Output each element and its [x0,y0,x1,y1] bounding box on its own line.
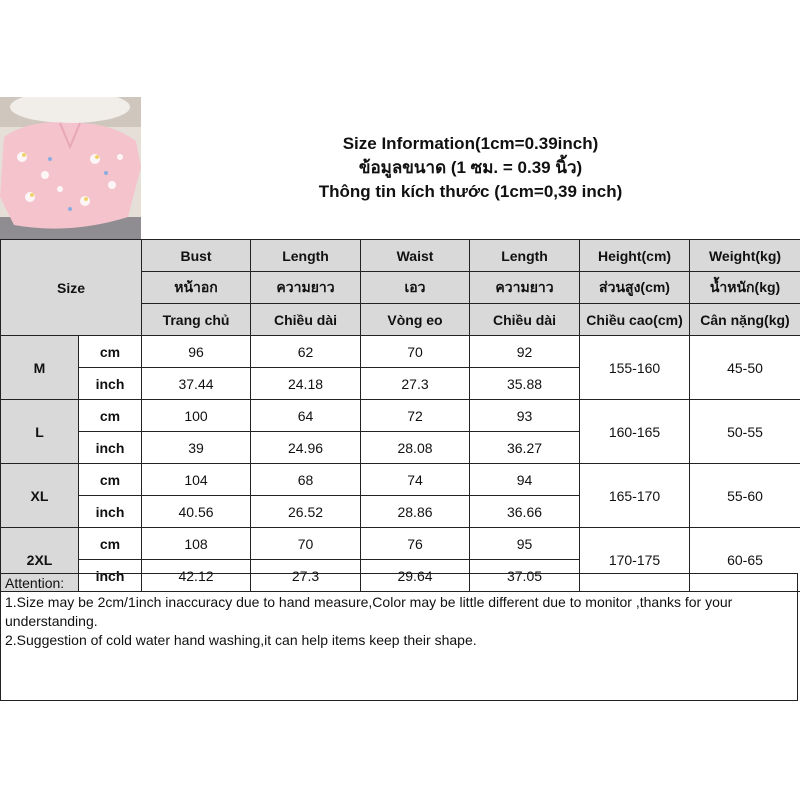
bust-inch: 40.56 [142,496,251,528]
height-range: 155-160 [580,336,690,400]
unit-cm: cm [79,464,142,496]
unit-cm: cm [79,336,142,368]
length-2-cm: 95 [470,528,580,560]
bust-inch: 42.12 [142,560,251,592]
weight-range: 60-65 [690,528,800,592]
size-name-2xl: 2XL [1,528,79,592]
length-2-inch: 36.66 [470,496,580,528]
bust-cm: 108 [142,528,251,560]
header-length-2-vi: Chiều dài [470,304,580,336]
attention-note-2: 2.Suggestion of cold water hand washing,it can help items keep their shape. [5,632,477,648]
header-weight-vi: Cân nặng(kg) [690,304,800,336]
length-2-cm: 93 [470,400,580,432]
header-waist-vi: Vòng eo [361,304,470,336]
length-cm: 68 [251,464,361,496]
size-name-l: L [1,400,79,464]
waist-inch: 28.08 [361,432,470,464]
waist-inch: 28.86 [361,496,470,528]
bust-cm: 104 [142,464,251,496]
size-header: Size [1,240,142,336]
size-chart-table [0,239,800,592]
header-row-english [1,240,800,272]
length-cm: 64 [251,400,361,432]
height-range: 160-165 [580,400,690,464]
bust-cm: 96 [142,336,251,368]
length-2-inch: 36.27 [470,432,580,464]
header-bust-vi: Trang chủ [142,304,251,336]
header-height-thai: ส่วนสูง(cm) [580,272,690,304]
attention-note-1: 1.Size may be 2cm/1inch inaccuracy due to hand measure,Color may be little different due to monitor ,thanks for your understanding. [5,594,733,629]
size-name-m: M [1,336,79,400]
length-inch: 24.18 [251,368,361,400]
header-length: Length [251,240,361,272]
weight-range: 45-50 [690,336,800,400]
waist-inch: 29.64 [361,560,470,592]
length-cm: 70 [251,528,361,560]
unit-inch: inch [79,432,142,464]
length-inch: 24.96 [251,432,361,464]
attention-heading: Attention: [5,575,65,591]
waist-cm: 72 [361,400,470,432]
title-english: Size Information(1cm=0.39inch) [342,134,599,153]
unit-cm: cm [79,528,142,560]
length-2-inch: 35.88 [470,368,580,400]
header-weight-thai: น้ำหนัก(kg) [690,272,800,304]
size-info-title [141,97,800,239]
unit-inch: inch [79,560,142,592]
header-weight: Weight(kg) [690,240,800,272]
length-inch: 26.52 [251,496,361,528]
waist-cm: 76 [361,528,470,560]
header-length-2-thai: ความยาว [470,272,580,304]
header-waist: Waist [361,240,470,272]
size-name-xl: XL [1,464,79,528]
unit-inch: inch [79,496,142,528]
unit-inch: inch [79,368,142,400]
header-length-thai: ความยาว [251,272,361,304]
pink-pajama-shirt-image [0,97,141,239]
header-waist-thai: เอว [361,272,470,304]
waist-cm: 70 [361,336,470,368]
header-bust: Bust [142,240,251,272]
product-photo [0,97,141,239]
bust-inch: 39 [142,432,251,464]
header-height-vi: Chiều cao(cm) [580,304,690,336]
table-row [1,464,800,496]
title-thai: ข้อมูลขนาด (1 ซม. = 0.39 นิ้ว) [358,158,583,177]
table-row [1,336,800,368]
header-bust-thai: หน้าอก [142,272,251,304]
length-inch: 27.3 [251,560,361,592]
bust-cm: 100 [142,400,251,432]
header-length-2: Length [470,240,580,272]
table-row [1,400,800,432]
height-range: 170-175 [580,528,690,592]
length-2-cm: 94 [470,464,580,496]
weight-range: 55-60 [690,464,800,528]
attention-notes [0,573,798,701]
title-vietnamese: Thông tin kích thước (1cm=0,39 inch) [318,182,623,201]
height-range: 165-170 [580,464,690,528]
weight-range: 50-55 [690,400,800,464]
length-2-cm: 92 [470,336,580,368]
header-height: Height(cm) [580,240,690,272]
unit-cm: cm [79,400,142,432]
header-length-vi: Chiều dài [251,304,361,336]
length-cm: 62 [251,336,361,368]
table-row [1,528,800,560]
length-2-inch: 37.05 [470,560,580,592]
waist-cm: 74 [361,464,470,496]
bust-inch: 37.44 [142,368,251,400]
waist-inch: 27.3 [361,368,470,400]
